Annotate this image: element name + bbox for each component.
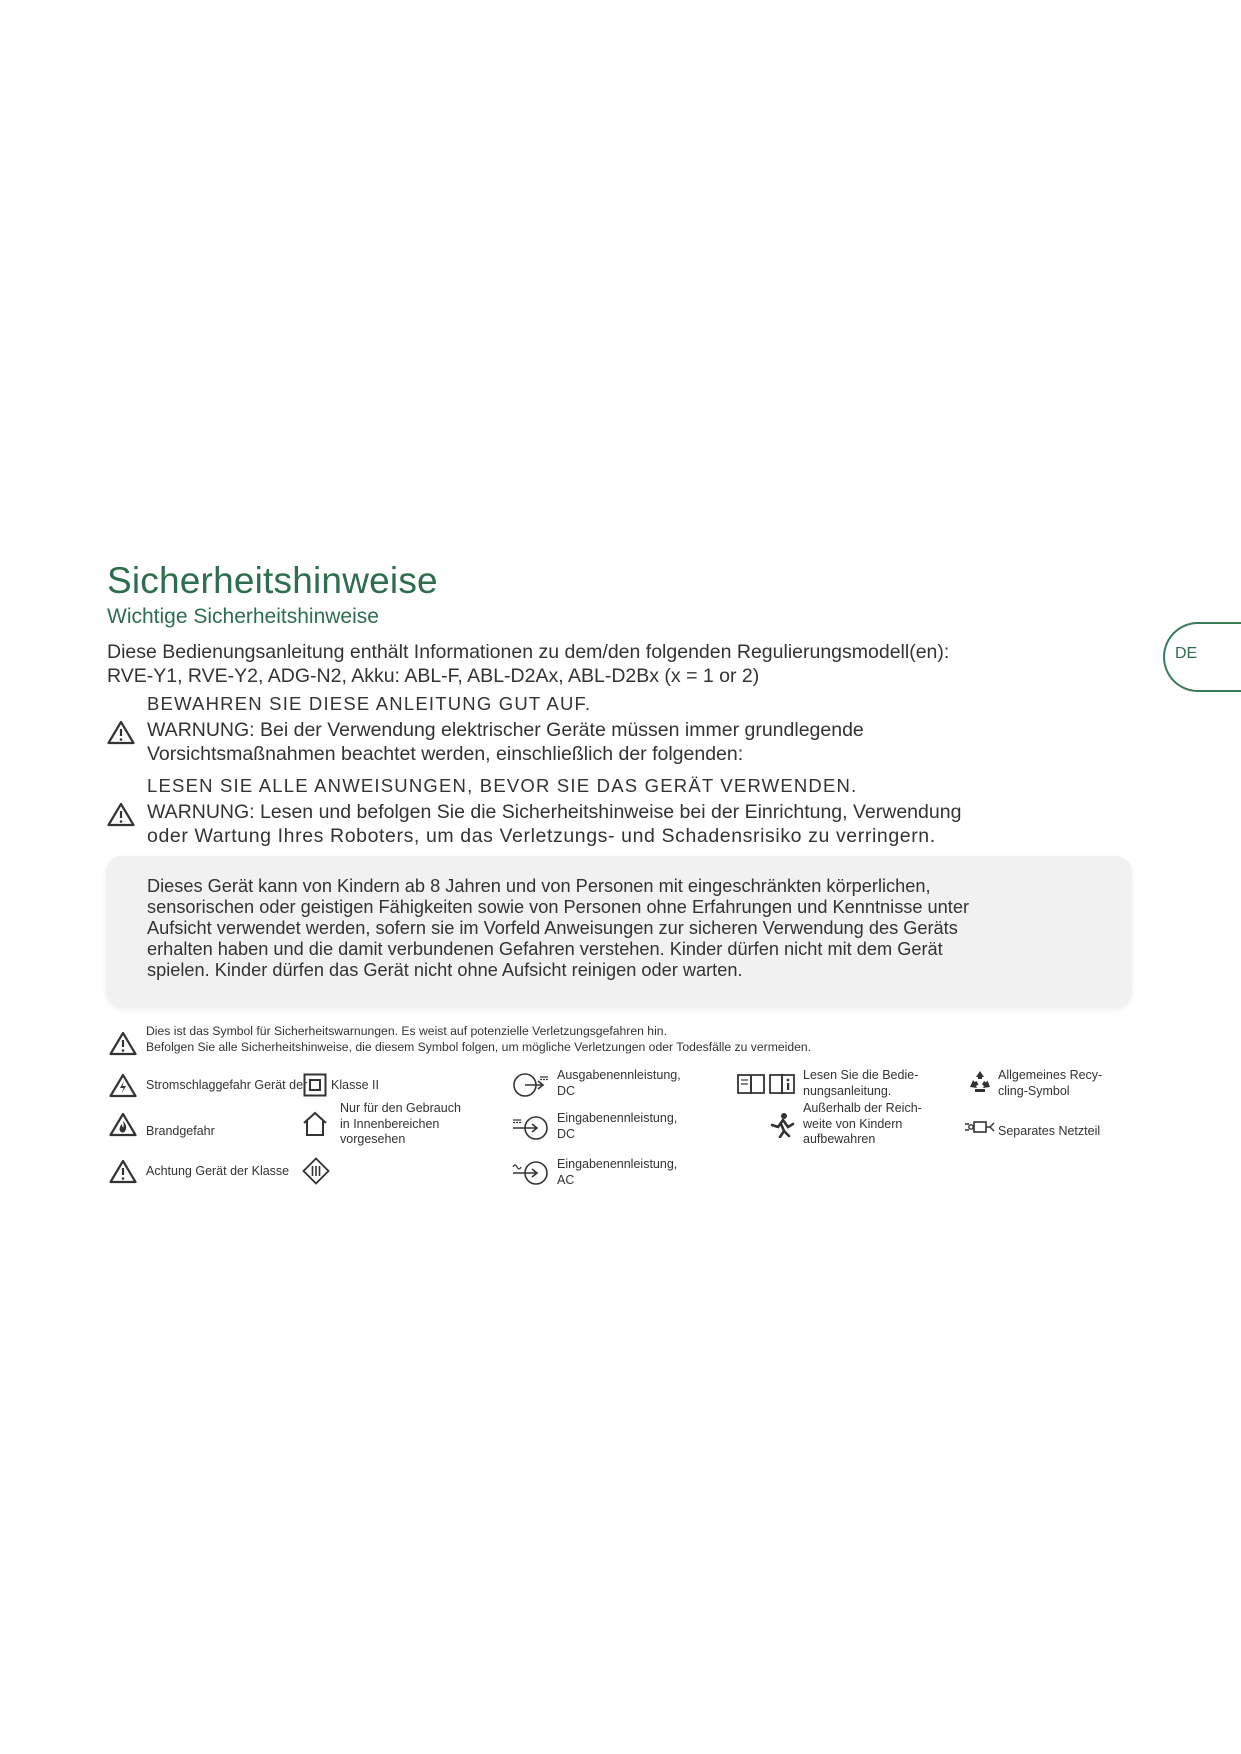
output-dc-label-line-1: Ausgabenennleistung, [557, 1068, 681, 1082]
infobox-line: sensorischen oder geistigen Fähigkeiten sowie von Personen ohne Erfahrungen und Kenntnisse unter [147, 897, 970, 917]
output-dc-label-line-2: DC [557, 1083, 576, 1098]
fire-hazard-icon [109, 1112, 137, 1137]
indoor-house-icon [301, 1110, 329, 1138]
children-safety-box [106, 856, 1132, 1008]
indoor-label [340, 1101, 461, 1148]
children-label [803, 1101, 922, 1148]
indoor-label-line-1: Nur für den Gebrauch [340, 1101, 461, 1115]
page-title: Sicherheitshinweise [107, 560, 438, 601]
warning-triangle-icon [107, 720, 135, 745]
indoor-label-line-3: vorgesehen [340, 1132, 406, 1146]
language-tab-label: DE [1175, 645, 1198, 662]
children-label-line-3: aufbewahren [803, 1132, 876, 1146]
keep-away-children-icon [768, 1112, 796, 1138]
children-label-line-1: Außerhalb der Reich- [803, 1101, 922, 1115]
input-dc-label-line-2: DC [557, 1126, 576, 1141]
intro-line-1: Diese Bedienungsanleitung enthält Informationen zu dem/den folgenden Regulierungsmodell(en): [107, 641, 950, 663]
page-subtitle: Wichtige Sicherheitshinweise [107, 605, 379, 628]
warning-2-line-1: WARNUNG: Lesen und befolgen Sie die Sicherheitshinweise bei der Einrichtung, Verwendung [147, 801, 962, 823]
read-manual-label-line-2: nungsanleitung. [803, 1083, 892, 1098]
read-all-notice: LESEN SIE ALLE ANWEISUNGEN, BEVOR SIE DAS GERÄT VERWENDEN. [147, 775, 858, 796]
infobox-line: Aufsicht verwendet werden, sofern sie im Vorfeld Anweisungen zur sicheren Verwendung des Geräts [147, 918, 958, 938]
warning-triangle-icon [109, 1031, 137, 1056]
recycling-label-line-2: cling-Symbol [998, 1083, 1070, 1098]
recycling-label [998, 1068, 1102, 1099]
legend-intro [146, 1024, 1046, 1055]
input-dc-label [557, 1111, 677, 1142]
warning-1-line-2: Vorsichtsmaßnahmen beachtet werden, einschließlich der folgenden: [147, 743, 744, 765]
input-ac-label [557, 1157, 677, 1188]
legend-intro-line-1: Dies ist das Symbol für Sicherheitswarnungen. Es weist auf potenzielle Verletzungsgefahren hin. [146, 1024, 667, 1038]
recycling-icon [967, 1069, 993, 1095]
class-iii-diamond-icon [302, 1157, 330, 1185]
warning-2-line-2: oder Wartung Ihres Roboters, um das Verletzungs- und Schadensrisiko zu verringern. [147, 825, 936, 847]
legend-intro-line-2: Befolgen Sie alle Sicherheitshinweise, die diesem Symbol folgen, um mögliche Verletzungen oder Todesfälle zu vermeiden. [146, 1039, 812, 1054]
class-iii-label: Achtung Gerät der Klasse [146, 1164, 290, 1178]
infobox-line: spielen. Kinder dürfen das Gerät nicht ohne Aufsicht reinigen oder warten. [147, 960, 743, 980]
input-arrow-circle-icon [511, 1115, 549, 1141]
output-arrow-circle-icon [512, 1072, 550, 1098]
language-tab[interactable] [1163, 622, 1241, 692]
electric-shock-icon [109, 1073, 137, 1098]
indoor-label-line-2: in Innenbereichen [340, 1116, 440, 1131]
warning-1 [107, 718, 1067, 768]
children-label-line-2: weite von Kindern [803, 1116, 903, 1131]
intro-text [107, 640, 1067, 688]
power-supply-icon [964, 1119, 996, 1135]
recycling-label-line-1: Allgemeines Recy- [998, 1068, 1103, 1082]
input-dc-label-line-1: Eingabenennleistung, [557, 1111, 678, 1125]
warning-1-line-1: WARNUNG: Bei der Verwendung elektrischer Geräte müssen immer grundlegende [147, 719, 864, 741]
input-ac-label-line-2: AC [557, 1172, 575, 1187]
infobox-line: erhalten haben und die damit verbundenen Gefahren verstehen. Kinder dürfen nicht mit dem Gerät [147, 939, 943, 959]
warning-2 [107, 800, 1067, 850]
input-ac-arrow-circle-icon [511, 1160, 549, 1186]
fire-label: Brandgefahr [146, 1124, 215, 1138]
input-ac-label-line-1: Eingabenennleistung, [557, 1157, 678, 1171]
class-ii-double-square-icon [303, 1073, 327, 1097]
warning-triangle-icon [109, 1159, 137, 1184]
infobox-line: Dieses Gerät kann von Kindern ab 8 Jahren und von Personen mit eingeschränkten körperlichen, [147, 876, 931, 896]
output-dc-label [557, 1068, 681, 1099]
read-manual-label [803, 1068, 918, 1099]
shock-label: Stromschlaggefahr Gerät der [146, 1078, 308, 1092]
manual-book-icon [736, 1071, 796, 1097]
keep-instructions-notice: BEWAHREN SIE DIESE ANLEITUNG GUT AUF. [147, 693, 592, 714]
class-ii-label: Klasse II [331, 1078, 379, 1092]
intro-line-2: RVE-Y1, RVE-Y2, ADG-N2, Akku: ABL-F, ABL-D2Ax, ABL-D2Bx (x = 1 or 2) [107, 665, 760, 687]
read-manual-label-line-1: Lesen Sie die Bedie- [803, 1068, 919, 1082]
psu-label: Separates Netzteil [998, 1124, 1101, 1138]
warning-triangle-icon [107, 802, 135, 827]
